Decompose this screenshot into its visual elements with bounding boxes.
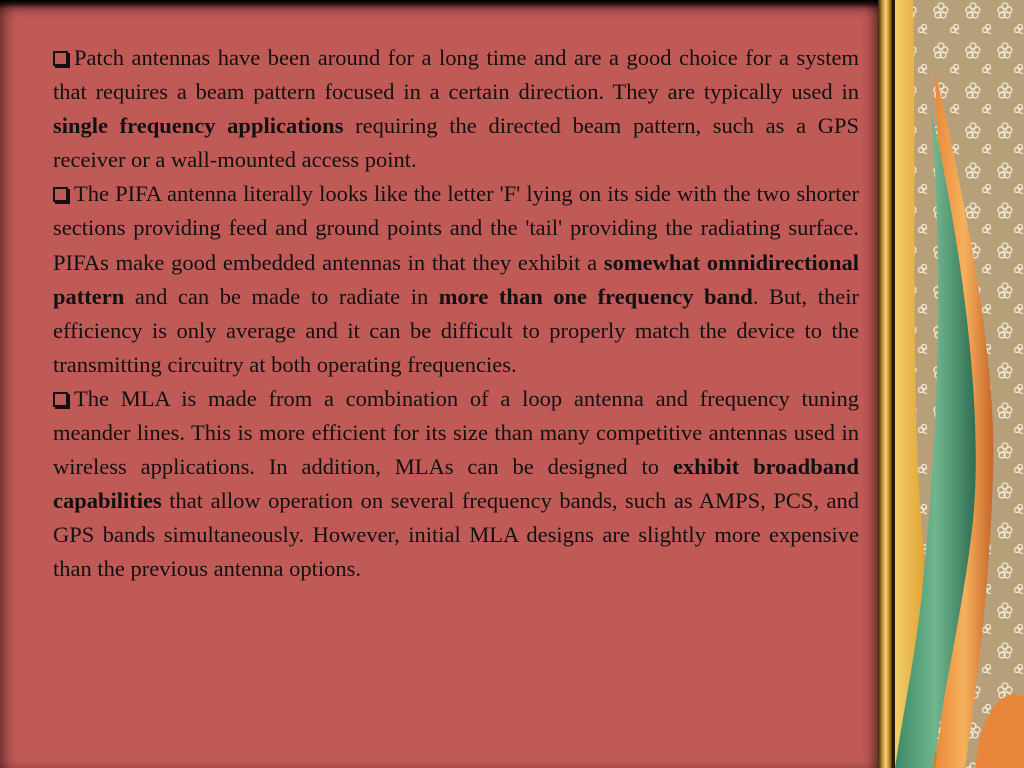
emphasis-text: single frequency applications [53,113,344,139]
square-bullet-icon [53,51,68,66]
bullet-paragraph [53,177,859,382]
text-run: that allow operation on several frequency bands, such as AMPS, PCS, and GPS bands simultaneously. However, initial MLA designs are slightly more expensive than the previous antenna options. [53,488,859,582]
text-run: . But, their efficiency is only average and it can be difficult to properly match the device to the transmitting circuitry at both operating frequencies. [53,283,859,377]
bullet-paragraph [53,382,859,587]
emphasis-text: exhibit broadband capabilities [53,454,859,514]
gold-divider [878,0,892,768]
emphasis-text: somewhat omnidirectional pattern [53,249,859,309]
square-bullet-icon [53,392,68,407]
text-run: The MLA is made from a combination of a loop antenna and frequency tuning meander lines. This is more efficient for its size than many competitive antennas used in wireless applications. In addition, MLAs can be designed to [53,385,859,480]
floral-drape-decoration [895,0,1024,768]
text-run: The PIFA antenna literally looks like the letter 'F' lying on its side with the two shorter sections providing feed and ground points and the 'tail' providing the radiating surface. PIFAs make good embedded antennas in that they exhibit a [53,181,859,275]
emphasis-text: more than one frequency band [438,283,753,309]
text-run: requiring the directed beam pattern, such as a GPS receiver or a wall-mounted access point. [53,113,859,173]
text-run: and can be made to radiate in [124,283,439,309]
square-bullet-icon [53,187,68,202]
bullet-paragraph [53,41,859,177]
text-run: Patch antennas have been around for a long time and are a good choice for a system that requires a beam pattern focused in a certain direction. They are typically used in [53,45,859,105]
slide-body [53,41,859,587]
